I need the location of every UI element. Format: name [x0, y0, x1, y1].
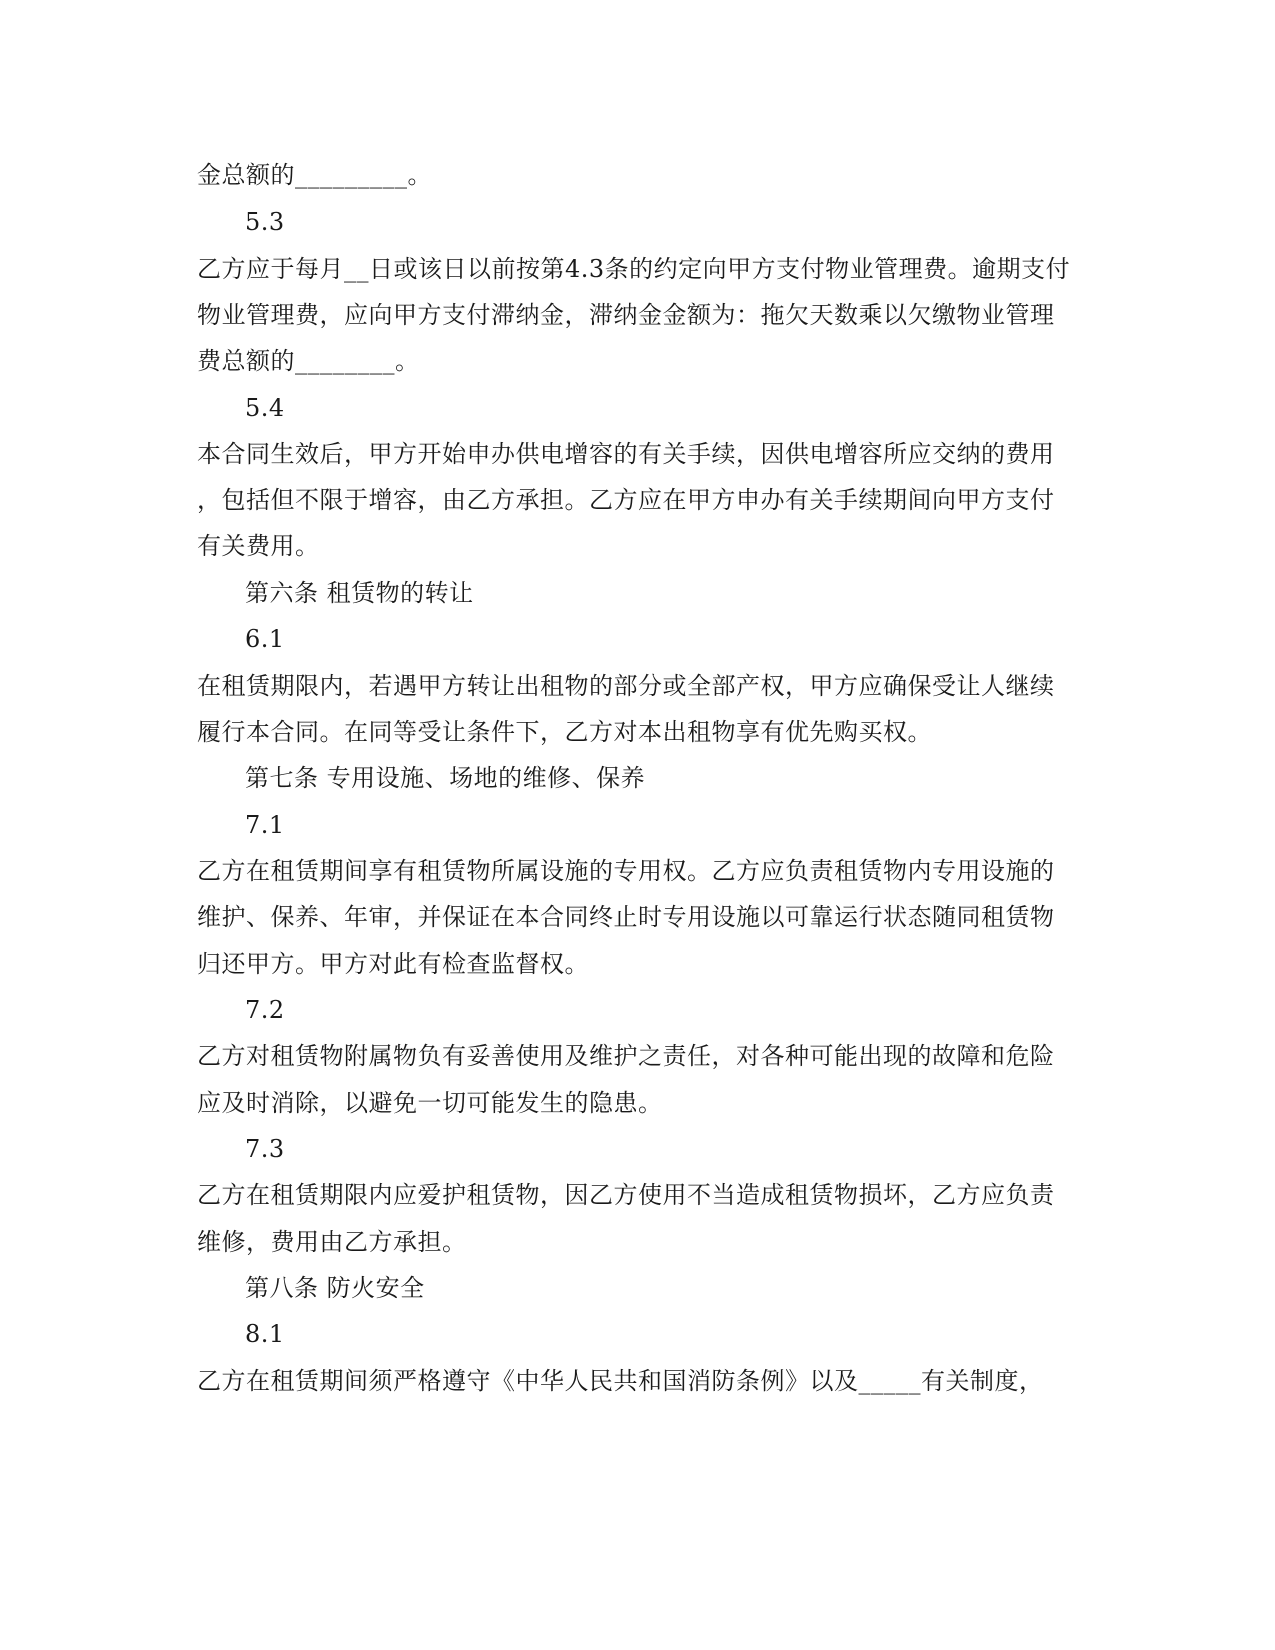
text-line: 归还甲方。甲方对此有检查监督权。: [197, 950, 589, 978]
text-line: 有关费用。: [197, 532, 320, 560]
text-line: 费总额的________。: [197, 347, 420, 375]
clause-number: 8.1: [245, 1320, 285, 1348]
clause-number: 7.1: [245, 811, 285, 839]
text-line: 维护、保养、年审，并保证在本合同终止时专用设施以可靠运行状态随同租赁物: [197, 903, 1055, 931]
clause-number: 5.4: [245, 394, 285, 422]
text-line: 维修，费用由乙方承担。: [197, 1228, 467, 1256]
text-line: 乙方在租赁期间须严格遵守《中华人民共和国消防条例》以及_____有关制度，: [197, 1367, 1044, 1395]
text-line: 乙方在租赁期限内应爱护租赁物，因乙方使用不当造成租赁物损坏，乙方应负责: [197, 1181, 1055, 1209]
text-line: 应及时消除，以避免一切可能发生的隐患。: [197, 1089, 663, 1117]
text-line: 本合同生效后，甲方开始申办供电增容的有关手续，因供电增容所应交纳的费用: [197, 440, 1055, 468]
text-line: 履行本合同。在同等受让条件下，乙方对本出租物享有优先购买权。: [197, 718, 932, 746]
text-line: 物业管理费，应向甲方支付滞纳金，滞纳金金额为：拖欠天数乘以欠缴物业管理: [197, 301, 1055, 329]
text-line: ，包括但不限于增容，由乙方承担。乙方应在甲方申办有关手续期间向甲方支付: [197, 486, 1055, 514]
article-heading: 第八条 防火安全: [245, 1274, 425, 1302]
clause-number: 6.1: [245, 625, 285, 653]
text-line: 金总额的_________。: [197, 161, 432, 189]
clause-number: 7.3: [245, 1135, 285, 1163]
clause-number: 7.2: [245, 996, 285, 1024]
article-heading: 第七条 专用设施、场地的维修、保养: [245, 764, 646, 792]
text-line: 乙方对租赁物附属物负有妥善使用及维护之责任，对各种可能出现的故障和危险: [197, 1042, 1055, 1070]
clause-number: 5.3: [245, 208, 285, 236]
text-line: 在租赁期限内，若遇甲方转让出租物的部分或全部产权，甲方应确保受让人继续: [197, 672, 1055, 700]
text-line: 乙方应于每月__日或该日以前按第4.3条的约定向甲方支付物业管理费。逾期支付: [197, 255, 1071, 283]
text-line: 乙方在租赁期间享有租赁物所属设施的专用权。乙方应负责租赁物内专用设施的: [197, 857, 1055, 885]
article-heading: 第六条 租赁物的转让: [245, 579, 474, 607]
